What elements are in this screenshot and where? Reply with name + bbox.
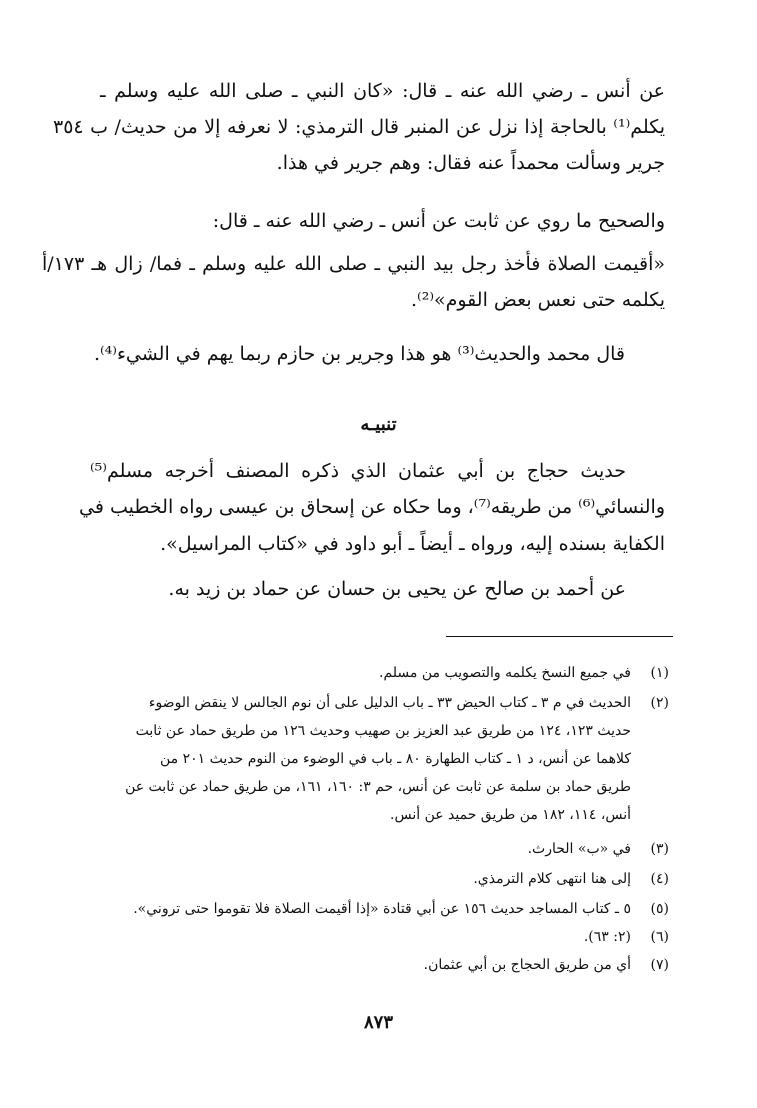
body-line-3: جرير وسألت محمداً عنه فقال: وهم جرير في هذا. xyxy=(276,152,665,174)
footnote-number: (٢) xyxy=(650,695,669,711)
footnote-text: في «ب» الحارث. xyxy=(527,841,631,857)
footnote-text: كلاهما عن أنس، د ١ ـ كتاب الطهارة ٨٠ ـ باب في الوضوء من النوم حديث ٢٠١ من xyxy=(159,751,631,767)
footnote-number: (١) xyxy=(650,665,669,681)
footnote-text: الحديث في م ٣ ـ كتاب الحيض ٣٣ ـ باب الدليل على أن نوم الجالس لا ينقض الوضوء xyxy=(148,695,631,711)
tanbih-line-1: حديث حجاج بن أبي عثمان الذي ذكره المصنف أخرجه مسلم⁽⁵⁾ xyxy=(90,460,626,482)
footnote-number: (٧) xyxy=(650,957,669,973)
body-line-5: «أقيمت الصلاة فأخذ رجل بيد النبي ـ صلى الله عليه وسلم ـ فما/ زال هـ ١٧٣/أ xyxy=(42,253,665,275)
body-line-6: يكلمه حتى نعس بعض القوم»⁽²⁾. xyxy=(410,289,665,311)
tanbih-line-2: والنسائي⁽⁶⁾ من طريقه⁽⁷⁾، وما حكاه عن إسحاق بن عيسى رواه الخطيب في xyxy=(78,496,665,518)
footnote-text: ٥ ـ كتاب المساجد حديث ١٥٦ عن أبي قتادة «إذا أقيمت الصلاة فلا تقوموا حتى تروني». xyxy=(133,901,631,917)
footnote-number: (٥) xyxy=(650,901,669,917)
footnote-text: حديث ١٢٣، ١٢٤ من طريق عبد العزيز بن صهيب وحديث ١٢٦ من طريق حماد عن ثابت xyxy=(135,723,631,739)
footnote-text: إلى هنا انتهى كلام الترمذي. xyxy=(473,871,631,887)
footnote-number: (٦) xyxy=(650,929,669,945)
footnote-text: (٢: ٦٣). xyxy=(583,929,631,945)
footnote-text: طريق حماد بن سلمة عن ثابت عن أنس، حم ٣: ١٦٠، ١٦١، من طريق حماد عن ثابت عن xyxy=(125,779,631,795)
footnote-text: في جميع النسخ يكلمه والتصويب من مسلم. xyxy=(379,665,631,681)
tanbih-line-4: عن أحمد بن صالح عن يحيى بن حسان عن حماد بن زيد به. xyxy=(168,578,626,600)
tanbih-line-3: الكفاية بسنده إليه، ورواه ـ أيضاً ـ أبو داود في «كتاب المراسيل». xyxy=(160,533,665,555)
footnote-number: (٤) xyxy=(650,871,669,887)
body-line-7: قال محمد والحديث⁽³⁾ هو هذا وجرير بن حازم ربما يهم في الشيء⁽⁴⁾. xyxy=(93,343,625,365)
footnote-separator xyxy=(446,636,673,637)
footnote-number: (٣) xyxy=(650,841,669,857)
footnote-text: أنس، ١١٤، ١٨٢ من طريق حميد عن أنس. xyxy=(390,807,631,823)
section-title: تنبيـه xyxy=(360,414,397,435)
footnote-text: أي من طريق الحجاج بن أبي عثمان. xyxy=(423,957,631,973)
page-number: ٨٧٣ xyxy=(363,1012,393,1033)
body-line-4: والصحيح ما روي عن ثابت عن أنس ـ رضي الله عنه ـ قال: xyxy=(212,210,665,232)
body-line-2: يكلم⁽¹⁾ بالحاجة إذا نزل عن المنبر قال الترمذي: لا نعرفه إلا من حديث/ ب ٣٥٤ xyxy=(53,116,665,138)
body-line-1: عن أنس ـ رضي الله عنه ـ قال: «كان النبي ـ صلى الله عليه وسلم ـ xyxy=(100,80,665,102)
